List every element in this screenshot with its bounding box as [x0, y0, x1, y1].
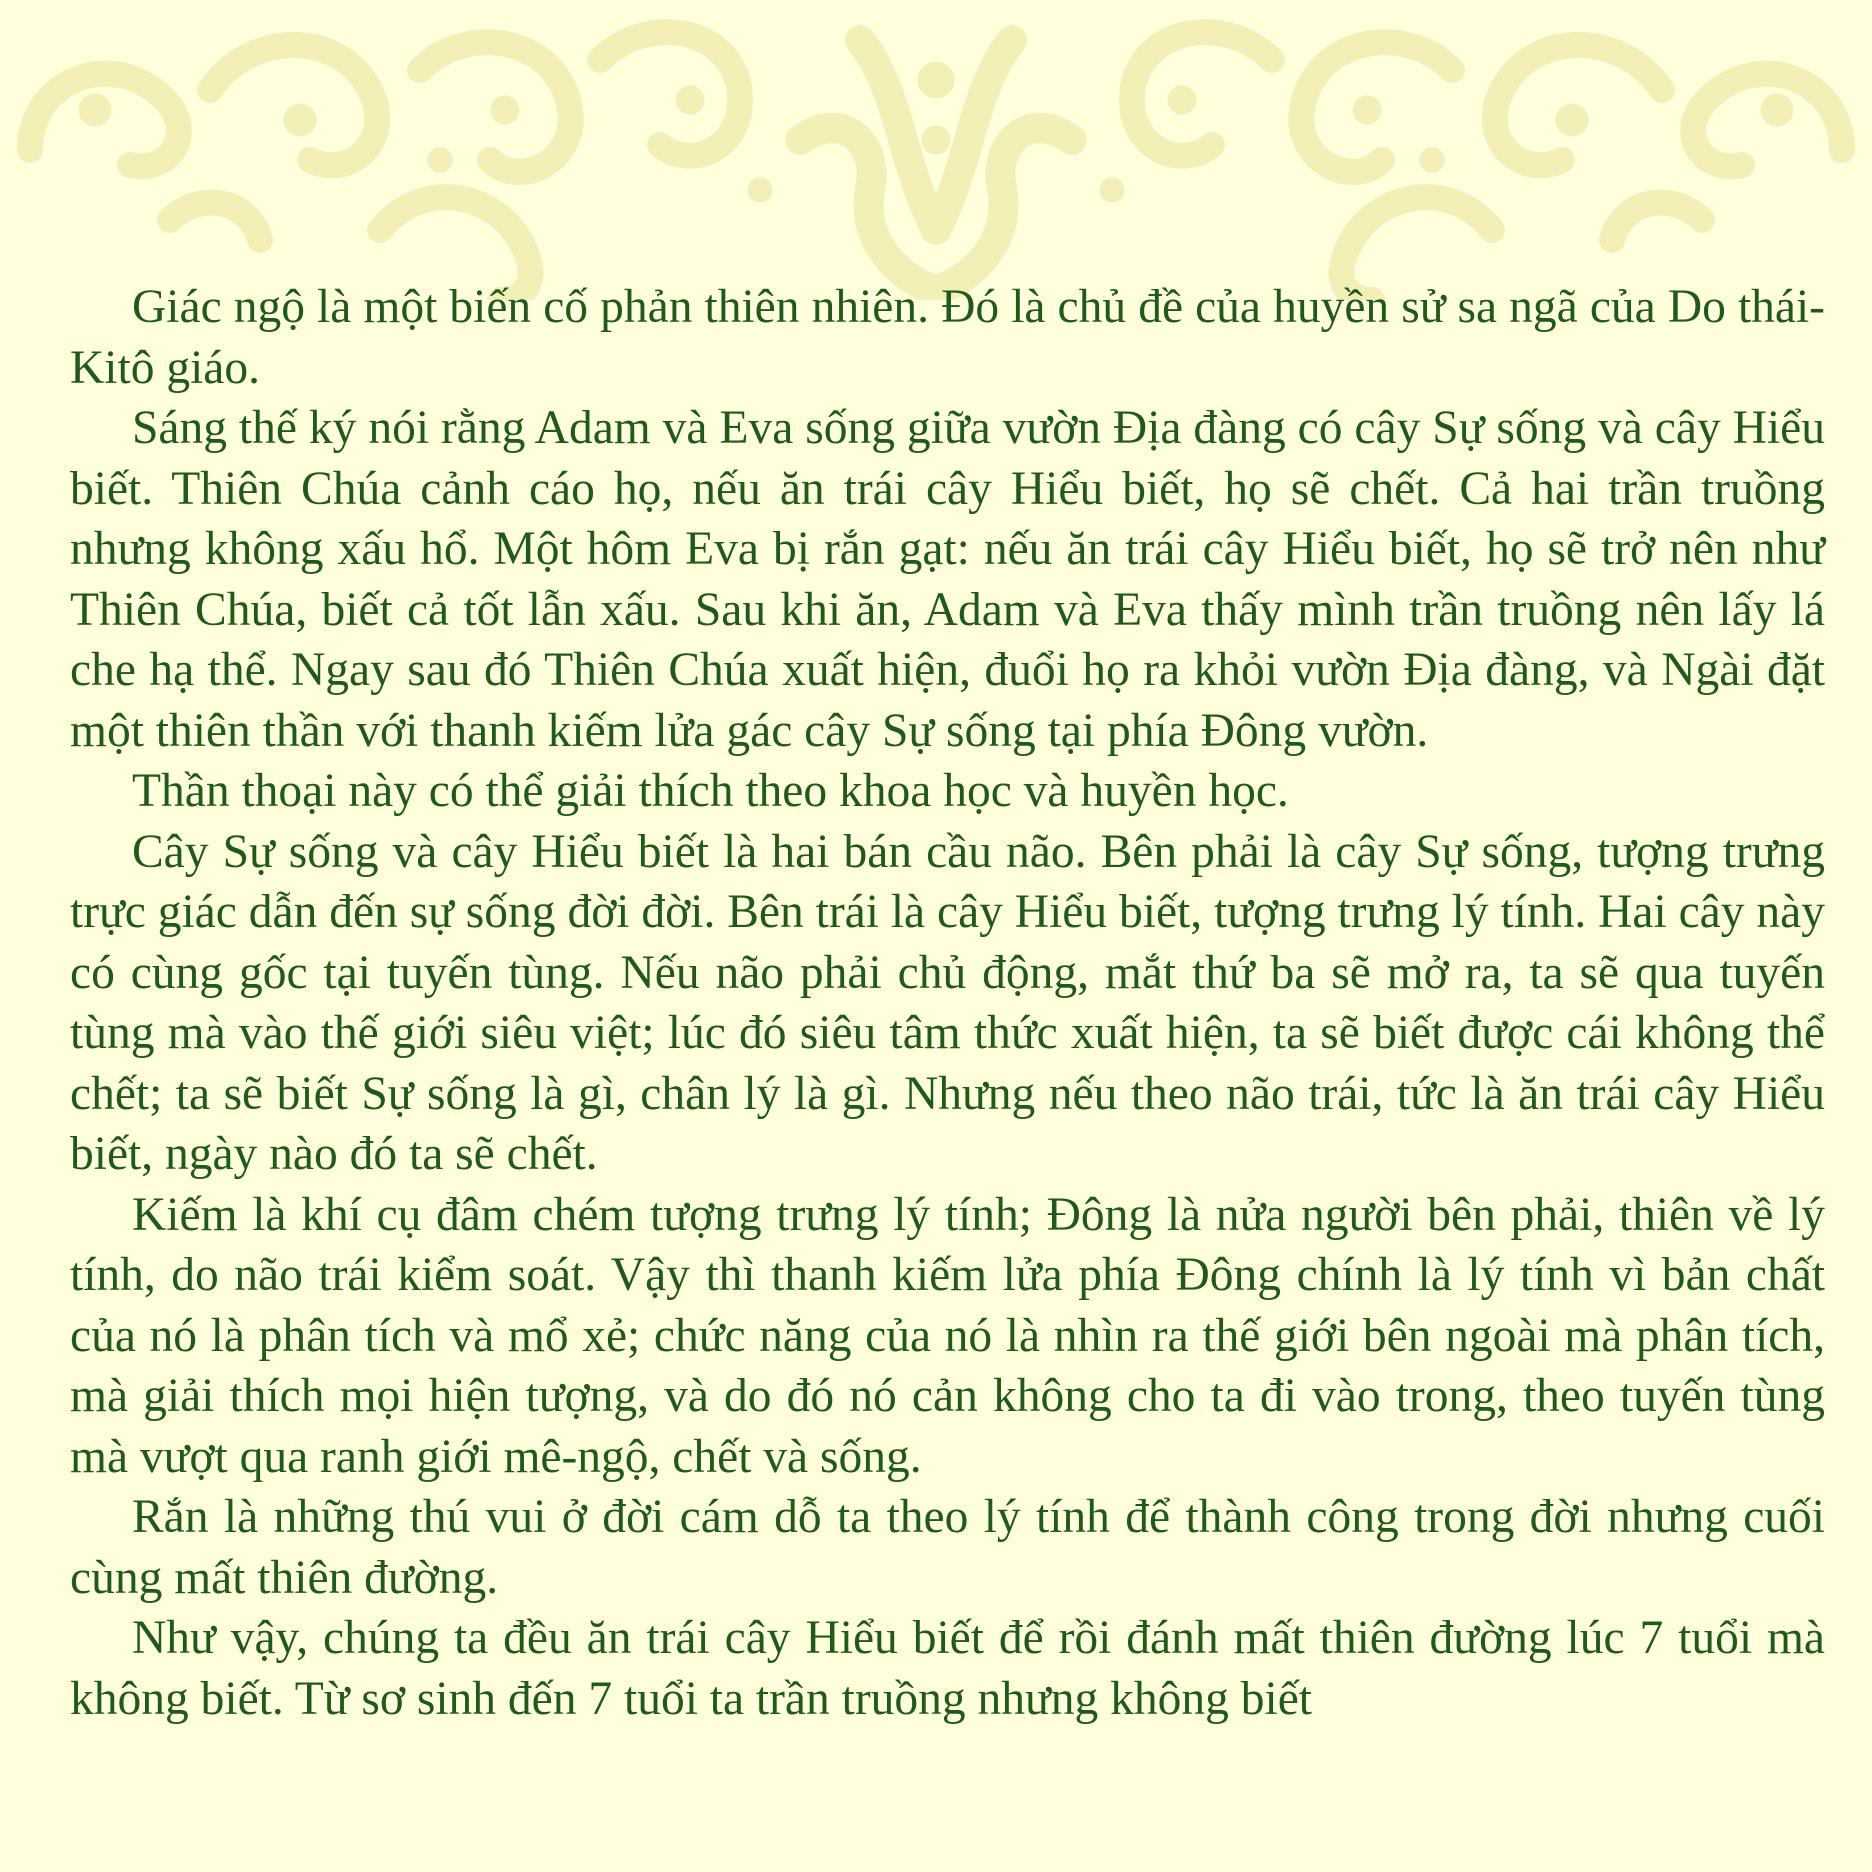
paragraph: Như vậy, chúng ta đều ăn trái cây Hiểu biết để rồi đánh mất thiên đường lúc 7 tuổi mà không biết. Từ sơ sinh đến 7 tuổi ta trần truồng nhưng không biết [70, 1612, 1825, 1725]
paragraph: Rắn là những thú vui ở đời cám dỗ ta theo lý tính để thành công trong đời nhưng cuối cùng mất thiên đường. [70, 1491, 1825, 1604]
paragraph: Sáng thế ký nói rằng Adam và Eva sống giữa vườn Địa đàng có cây Sự sống và cây Hiểu biết. Thiên Chúa cảnh cáo họ, nếu ăn trái cây Hiểu biết, họ sẽ chết. Cả hai trần truồng nhưng không xấu hổ. Một hôm Eva bị rắn gạt: nếu ăn trái cây Hiểu biết, họ sẽ trở nên như Thiên Chúa, biết cả tốt lẫn xấu. Sau khi ăn, Adam và Eva thấy mình trần truồng nên lấy lá che hạ thể. Ngay sau đó Thiên Chúa xuất hiện, đuổi họ ra khỏi vườn Địa đàng, và Ngài đặt một thiên thần với thanh kiếm lửa gác cây Sự sống tại phía Đông vườn. [70, 402, 1825, 757]
paragraph: Cây Sự sống và cây Hiểu biết là hai bán cầu não. Bên phải là cây Sự sống, tượng trưng trực giác dẫn đến sự sống đời đời. Bên trái là cây Hiểu biết, tượng trưng lý tính. Hai cây này có cùng gốc tại tuyến tùng. Nếu não phải chủ động, mắt thứ ba sẽ mở ra, ta sẽ qua tuyến tùng mà vào thế giới siêu việt; lúc đó siêu tâm thức xuất hiện, ta sẽ biết được cái không thể chết; ta sẽ biết Sự sống là gì, chân lý là gì. Nhưng nếu theo não trái, tức là ăn trái cây Hiểu biết, ngày nào đó ta sẽ chết. [70, 825, 1825, 1180]
decorative-header-ornament [0, 0, 1872, 300]
paragraph: Giác ngộ là một biến cố phản thiên nhiên. Đó là chủ đề của huyền sử sa ngã của Do thái-Kitô giáo. [70, 281, 1825, 394]
paragraph: Thần thoại này có thể giải thích theo khoa học và huyền học. [132, 765, 1289, 817]
paragraph: Kiếm là khí cụ đâm chém tượng trưng lý tính; Đông là nửa người bên phải, thiên về lý tính, do não trái kiểm soát. Vậy thì thanh kiếm lửa phía Đông chính là lý tính vì bản chất của nó là phân tích và mổ xẻ; chức năng của nó là nhìn ra thế giới bên ngoài mà phân tích, mà giải thích mọi hiện tượng, và do đó nó cản không cho ta đi vào trong, theo tuyến tùng mà vượt qua ranh giới mê-ngộ, chết và sống. [70, 1188, 1825, 1483]
document-body [70, 277, 1825, 1729]
